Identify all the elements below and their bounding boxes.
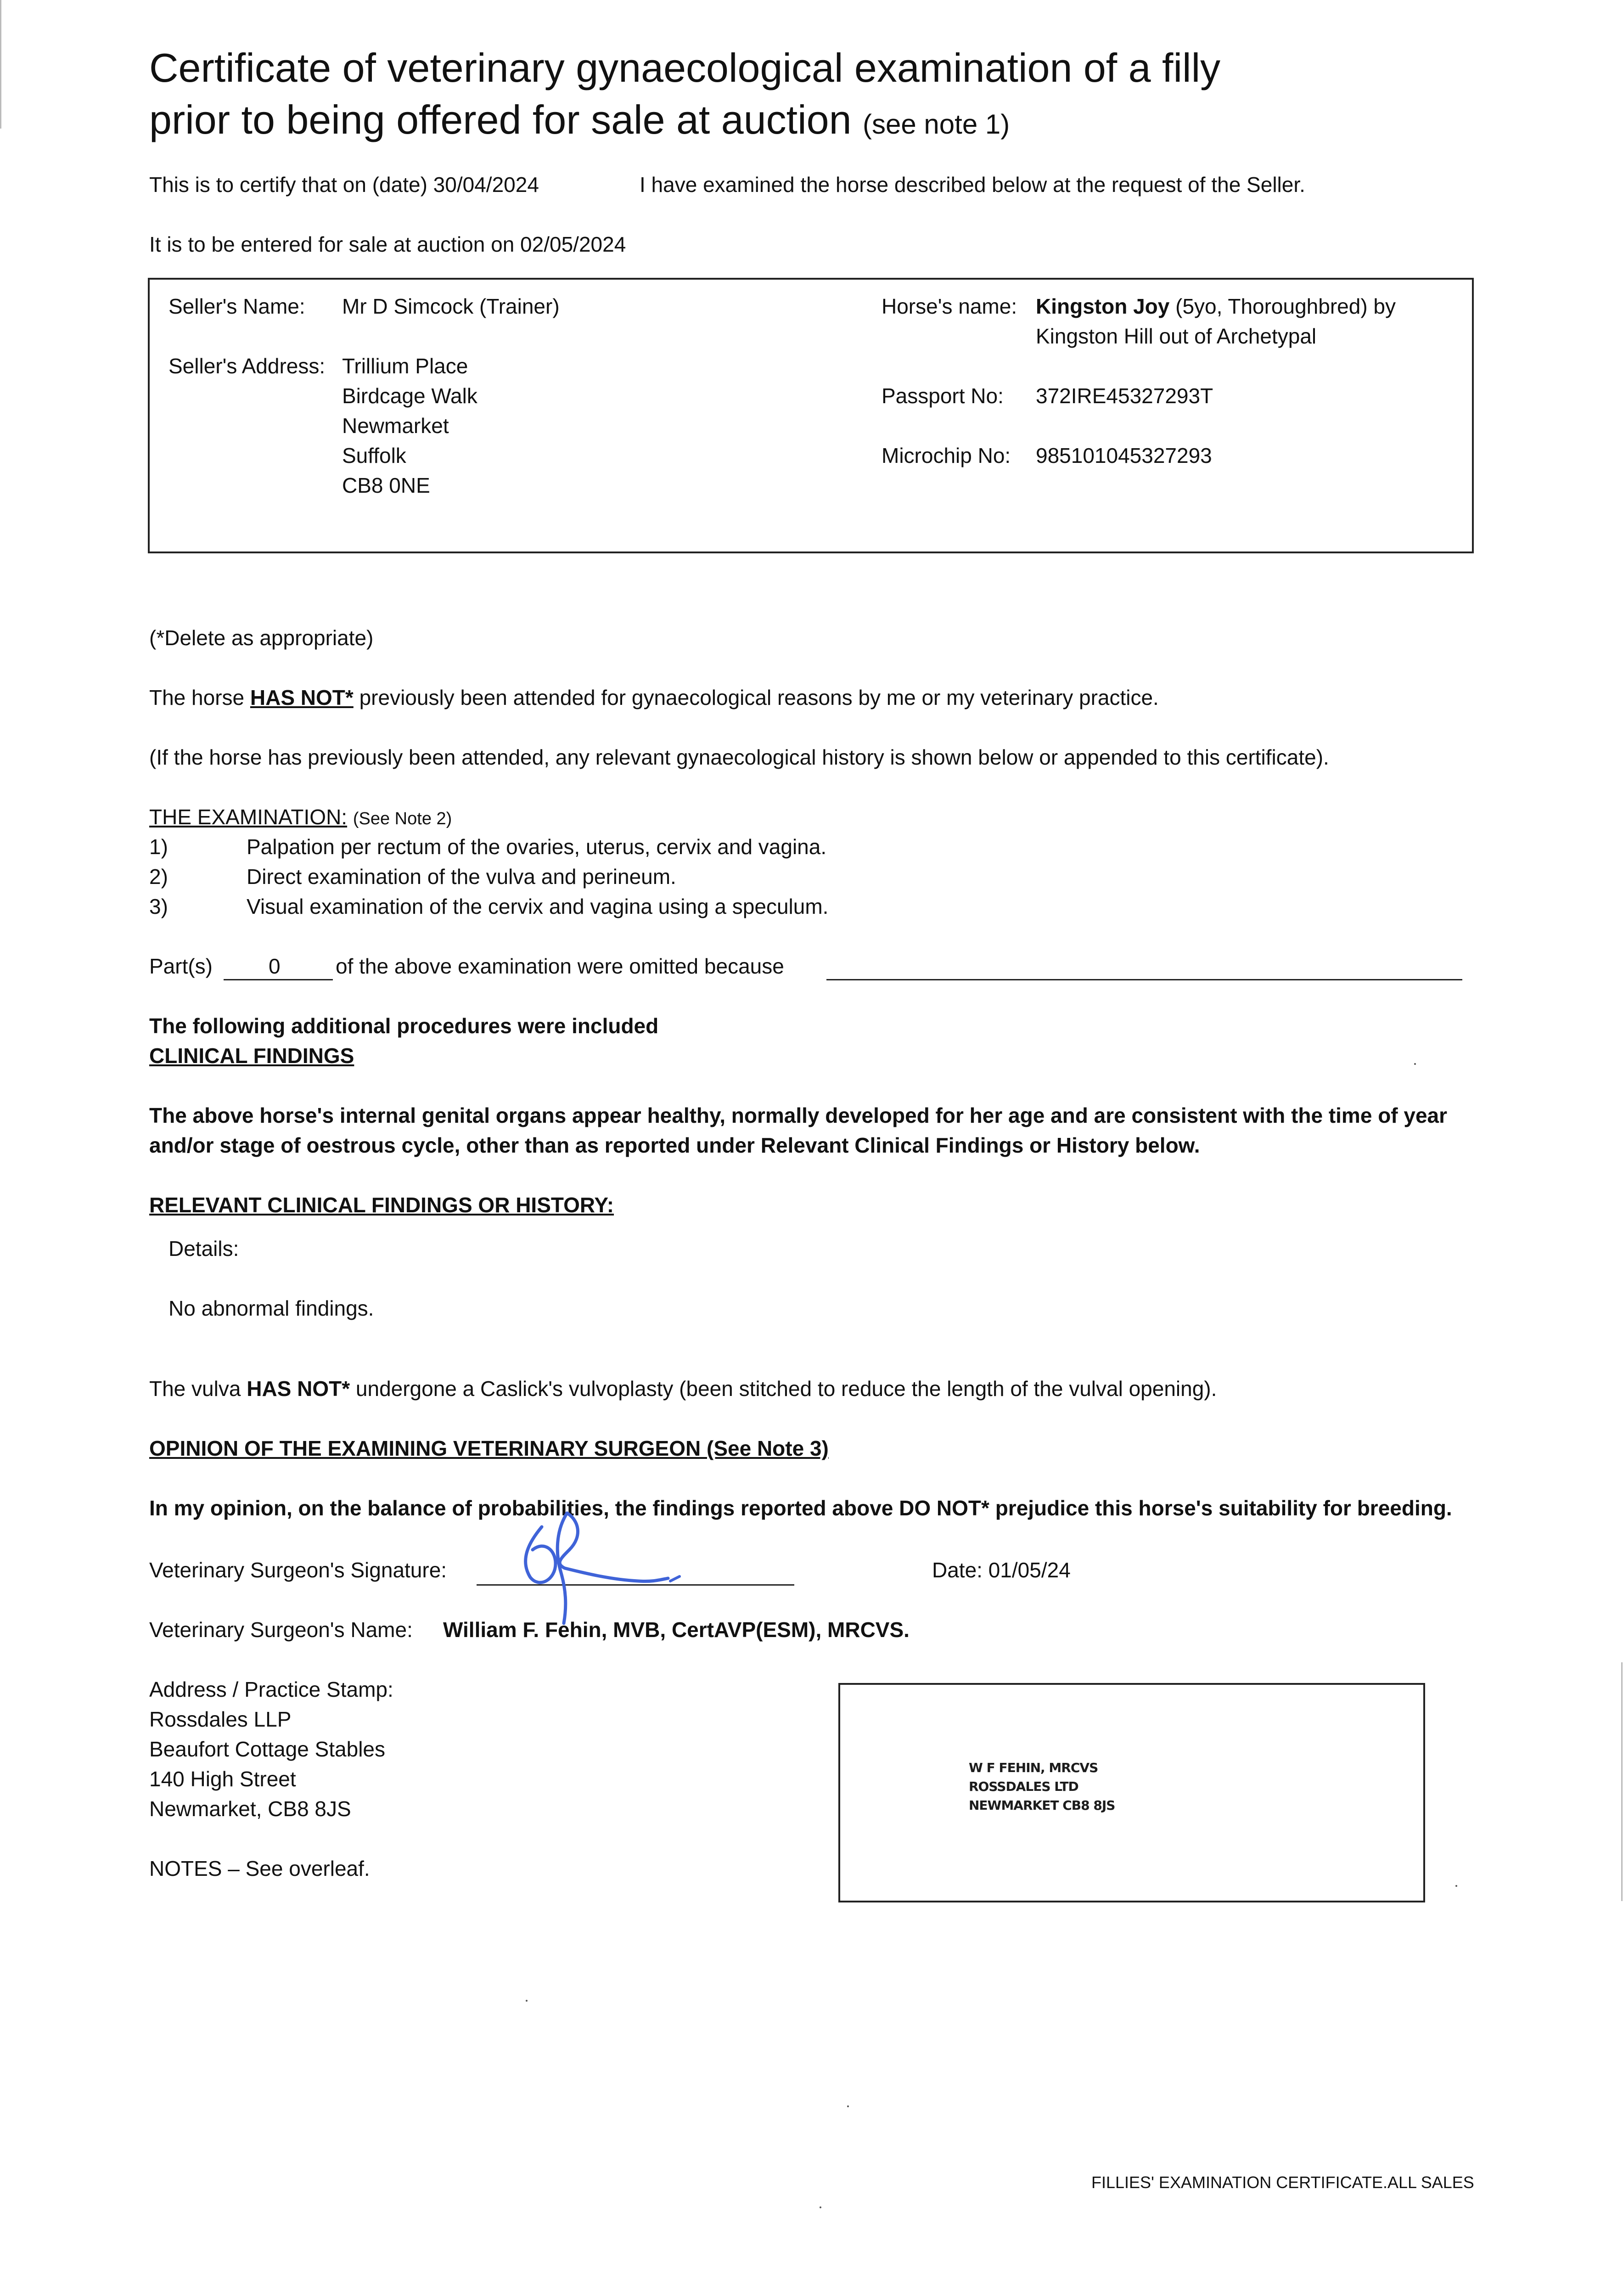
seller-name: Mr D Simcock (Trainer)	[342, 294, 560, 318]
title-line-2: prior to being offered for sale at auction (see note 1)	[149, 97, 1010, 142]
vet-name: William F. Fehin, MVB, CertAVP(ESM), MRCVS.	[443, 1618, 910, 1642]
opinion-heading: OPINION OF THE EXAMINING VETERINARY SURGEON (See Note 3)	[149, 1436, 829, 1460]
practice-address-line: Beaufort Cottage Stables	[149, 1737, 385, 1761]
horse-name-label: Horse's name:	[882, 294, 1017, 318]
practice-stamp-label: Address / Practice Stamp:	[149, 1677, 393, 1701]
attended-history: (If the horse has previously been attended, any relevant gynaecological history is shown below or appended to this certificate).	[149, 745, 1329, 769]
seller-address-line: Birdcage Walk	[342, 384, 477, 408]
microchip-label: Microchip No:	[882, 444, 1011, 467]
title-note: (see note 1)	[863, 109, 1010, 140]
seller-address-line: Trillium Place	[342, 354, 468, 378]
omitted-parts-value: 0	[269, 954, 281, 978]
omitted-parts-underline	[224, 979, 333, 980]
title-line-1: Certificate of veterinary gynaecological examination of a filly	[149, 45, 1221, 90]
scan-speck	[526, 2000, 528, 2002]
examination-note: (See Note 2)	[353, 809, 452, 828]
opinion-text: In my opinion, on the balance of probabilities, the findings reported above DO NOT* prejudice this horse's suitability for breeding.	[149, 1496, 1452, 1520]
examination-heading: THE EXAMINATION: (See Note 2)	[149, 805, 452, 829]
practice-address-line: 140 High Street	[149, 1767, 296, 1791]
practice-stamp-line: NEWMARKET CB8 8JS	[969, 1798, 1115, 1813]
practice-stamp-line: ROSSDALES LTD	[969, 1779, 1078, 1794]
vulva-status: HAS NOT*	[247, 1377, 350, 1401]
scan-speck	[820, 2206, 821, 2208]
seller-address-label: Seller's Address:	[168, 354, 326, 378]
omitted-reason-line	[826, 979, 1462, 980]
practice-address-line: Newmarket, CB8 8JS	[149, 1797, 351, 1821]
exam-item-text: Palpation per rectum of the ovaries, uterus, cervix and vagina.	[247, 835, 827, 859]
microchip-number: 985101045327293	[1036, 444, 1212, 467]
horse-desc: (5yo, Thoroughbred) by	[1175, 294, 1396, 318]
delete-note: (*Delete as appropriate)	[149, 626, 374, 650]
attended-statement: The horse HAS NOT* previously been attended for gynaecological reasons by me or my veterinary practice.	[149, 686, 1159, 709]
certify-request: I have examined the horse described below at the request of the Seller.	[640, 173, 1305, 197]
additional-procedures: The following additional procedures were included	[149, 1014, 659, 1038]
details-label: Details:	[168, 1237, 239, 1261]
exam-item-text: Visual examination of the cervix and vagina using a speculum.	[247, 895, 829, 918]
vulva-statement: The vulva HAS NOT* undergone a Caslick's vulvoplasty (been stitched to reduce the length of the vulval opening).	[149, 1377, 1217, 1401]
vet-name-label: Veterinary Surgeon's Name:	[149, 1618, 413, 1642]
seller-address-line: Newmarket	[342, 414, 449, 438]
exam-item-number: 2)	[149, 865, 168, 889]
clinical-findings-heading: CLINICAL FINDINGS	[149, 1044, 354, 1068]
scan-edge-left	[0, 0, 1, 129]
seller-address-line: Suffolk	[342, 444, 406, 467]
exam-item-number: 1)	[149, 835, 168, 859]
horse-name: Kingston Joy	[1036, 294, 1170, 318]
omitted-prefix: Part(s)	[149, 954, 213, 978]
practice-address-line: Rossdales LLP	[149, 1707, 292, 1731]
scan-speck	[1414, 1063, 1416, 1065]
passport-label: Passport No:	[882, 384, 1004, 408]
clinical-findings-line-2: and/or stage of oestrous cycle, other than as reported under Relevant Clinical Findings or History below.	[149, 1133, 1200, 1157]
passport-number: 372IRE45327293T	[1036, 384, 1213, 408]
certify-date: This is to certify that on (date) 30/04/2024	[149, 173, 539, 197]
horse-breeding: Kingston Hill out of Archetypal	[1036, 324, 1317, 348]
practice-stamp-line: W F FEHIN, MRCVS	[969, 1760, 1098, 1775]
attended-status: HAS NOT*	[250, 686, 354, 709]
footer-form-name: FILLIES' EXAMINATION CERTIFICATE.ALL SALES	[1091, 2173, 1474, 2192]
scan-speck	[1455, 1885, 1457, 1887]
seller-address-line: CB8 0NE	[342, 473, 430, 497]
horse-name-line	[1036, 294, 1396, 319]
exam-item-number: 3)	[149, 895, 168, 918]
exam-item-text: Direct examination of the vulva and perineum.	[247, 865, 676, 889]
signature-label: Veterinary Surgeon's Signature:	[149, 1558, 447, 1582]
relevant-findings-heading: RELEVANT CLINICAL FINDINGS OR HISTORY:	[149, 1193, 614, 1217]
clinical-findings-line-1: The above horse's internal genital organs appear healthy, normally developed for her age and are consistent with the time of year	[149, 1103, 1448, 1127]
seller-name-label: Seller's Name:	[168, 294, 305, 318]
scan-speck	[847, 2105, 849, 2107]
practice-stamp-box	[838, 1683, 1425, 1902]
details-text: No abnormal findings.	[168, 1296, 374, 1320]
auction-date: It is to be entered for sale at auction on 02/05/2024	[149, 232, 626, 256]
signature-date: Date: 01/05/24	[932, 1558, 1071, 1582]
scan-edge-right	[1621, 1662, 1623, 1901]
signature-image	[487, 1499, 744, 1628]
notes-reference: NOTES – See overleaf.	[149, 1857, 370, 1880]
omitted-suffix: of the above examination were omitted because	[336, 954, 784, 978]
